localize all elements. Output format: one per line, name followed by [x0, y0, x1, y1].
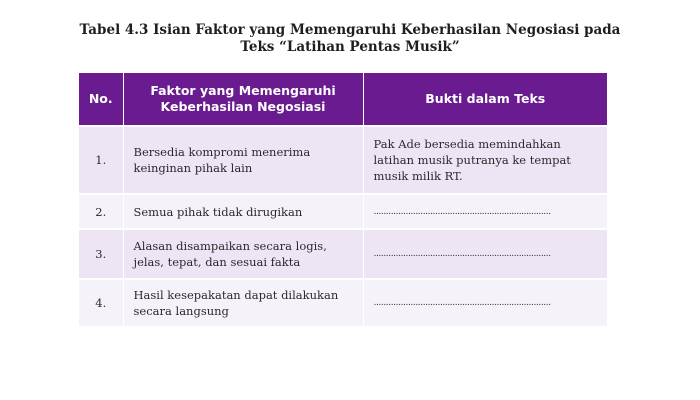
row-number: 3.: [79, 229, 123, 279]
answer-blank: ........................................................................: [373, 298, 551, 308]
header-no: No.: [79, 73, 123, 126]
factor-cell: Alasan disampaikan secara logis, jelas, tepat, dan sesuai fakta: [123, 229, 363, 279]
negotiation-factors-table: [79, 73, 607, 326]
row-number: 2.: [79, 194, 123, 229]
factor-cell: Hasil kesepakatan dapat dilakukan secara langsung: [123, 279, 363, 326]
row-number: 1.: [79, 126, 123, 194]
answer-blank: ........................................................................: [373, 206, 551, 217]
factor-cell: Bersedia kompromi menerima keinginan pihak lain: [123, 126, 363, 194]
caption-line-1: Tabel 4.3 Isian Faktor yang Memengaruhi Keberhasilan Negosiasi pada: [79, 22, 621, 38]
header-evidence: Bukti dalam Teks: [363, 73, 607, 126]
table-row: [79, 126, 607, 194]
evidence-cell: Pak Ade bersedia memindahkan latihan musik putranya ke tempat musik milik RT.: [363, 126, 607, 194]
table-row: [79, 229, 607, 279]
row-number: 4.: [79, 279, 123, 326]
table-row: [79, 279, 607, 326]
table-caption: [0, 22, 700, 56]
table-row: [79, 194, 607, 229]
table-header-row: [79, 73, 607, 126]
evidence-cell: [363, 194, 607, 229]
caption-line-2: Teks “Latihan Pentas Musik”: [240, 39, 460, 55]
answer-blank: ........................................................................: [373, 249, 551, 259]
evidence-cell: [363, 279, 607, 326]
evidence-cell: [363, 229, 607, 279]
header-factor: Faktor yang Memengaruhi Keberhasilan Negosiasi: [123, 73, 363, 126]
factor-cell: Semua pihak tidak dirugikan: [123, 194, 363, 229]
